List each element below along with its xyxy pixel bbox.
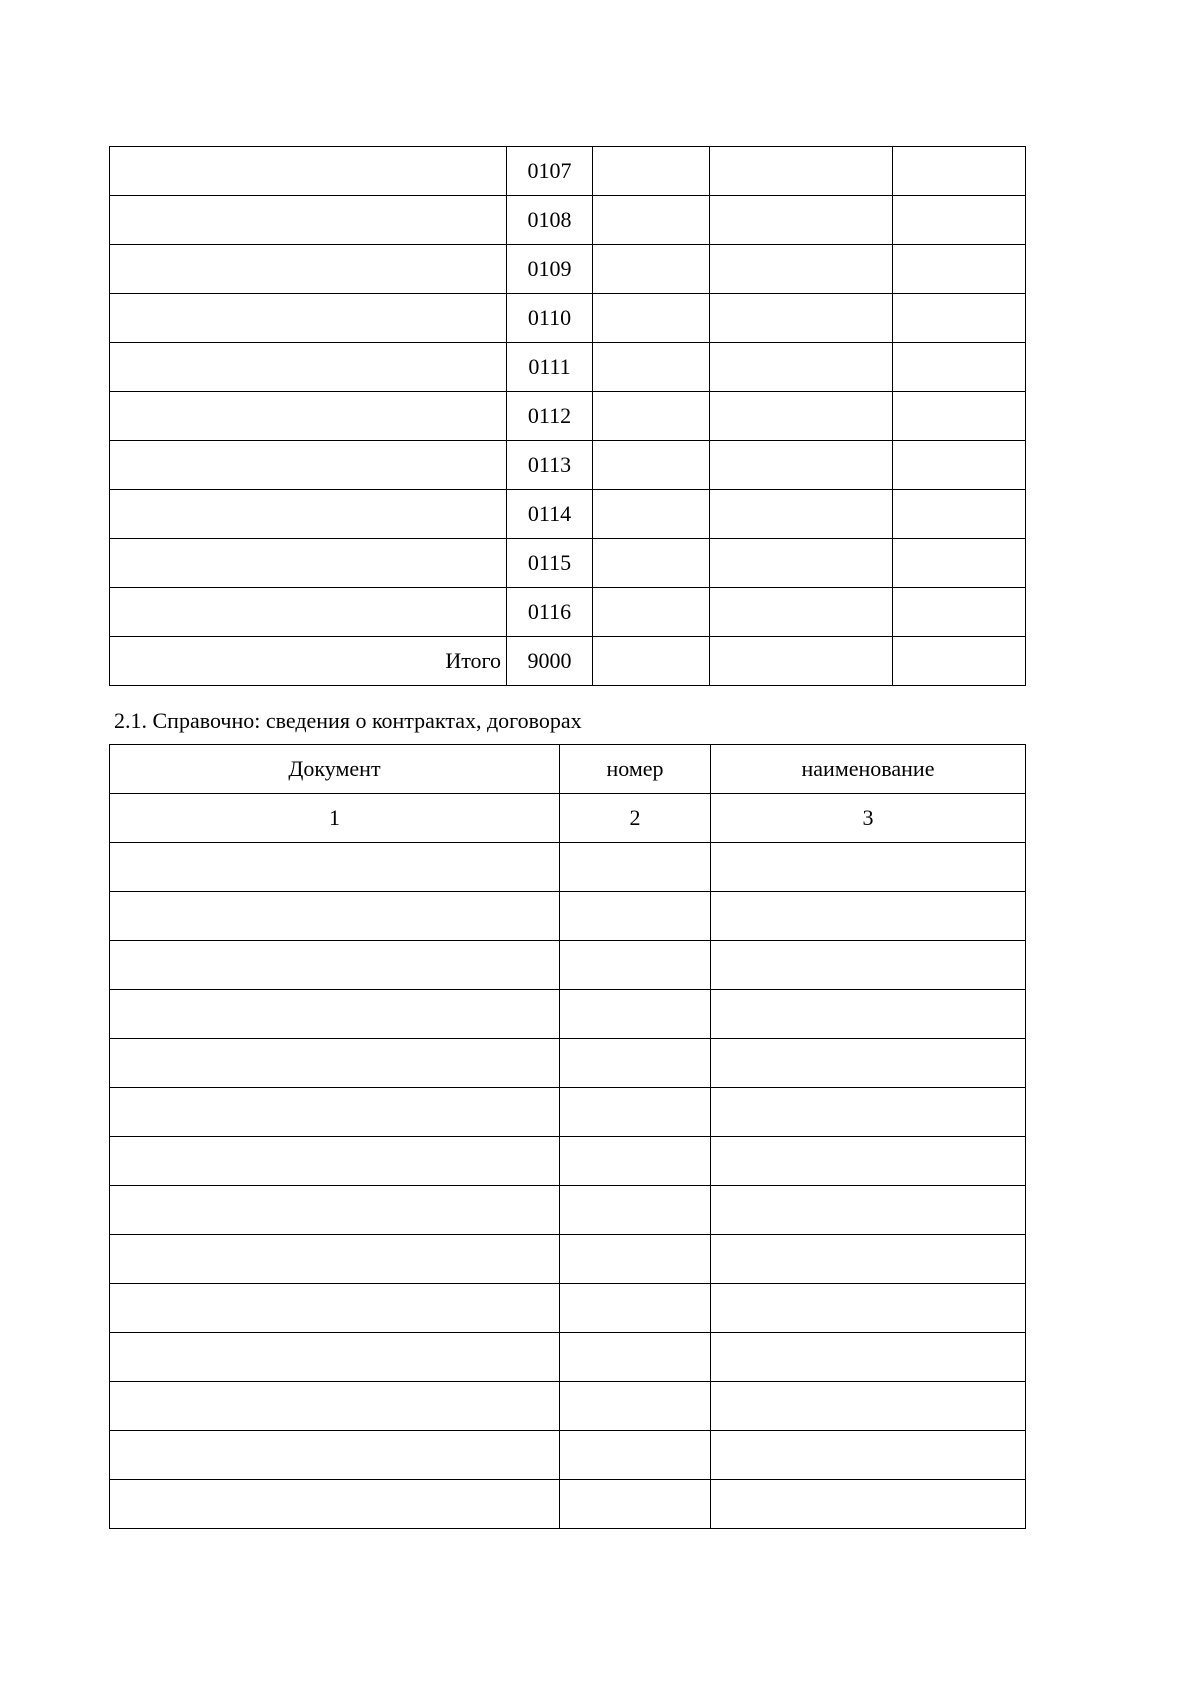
value-cell bbox=[710, 392, 893, 441]
value-cell bbox=[710, 245, 893, 294]
empty-cell bbox=[110, 1284, 560, 1333]
value-cell bbox=[593, 147, 710, 196]
table-row bbox=[110, 1480, 1026, 1529]
header-row bbox=[110, 745, 1026, 794]
empty-cell bbox=[711, 1235, 1026, 1284]
table-row bbox=[110, 343, 1026, 392]
table-row bbox=[110, 1431, 1026, 1480]
value-cell bbox=[593, 490, 710, 539]
empty-cell bbox=[560, 1382, 711, 1431]
value-cell bbox=[710, 147, 893, 196]
table-row bbox=[110, 588, 1026, 637]
empty-cell bbox=[110, 1235, 560, 1284]
value-cell bbox=[593, 392, 710, 441]
row-label-cell bbox=[110, 539, 507, 588]
column-number: 1 bbox=[110, 794, 560, 843]
value-cell bbox=[593, 539, 710, 588]
row-code-cell: 0116 bbox=[507, 588, 593, 637]
row-code-cell: 0111 bbox=[507, 343, 593, 392]
value-cell bbox=[893, 539, 1026, 588]
row-label-cell bbox=[110, 588, 507, 637]
value-cell bbox=[593, 637, 710, 686]
column-header: наименование bbox=[711, 745, 1026, 794]
table-row bbox=[110, 843, 1026, 892]
empty-cell bbox=[560, 1235, 711, 1284]
codes-table bbox=[109, 146, 1026, 686]
empty-cell bbox=[110, 990, 560, 1039]
row-label-cell: Итого bbox=[110, 637, 507, 686]
empty-cell bbox=[560, 1039, 711, 1088]
value-cell bbox=[710, 441, 893, 490]
empty-cell bbox=[560, 843, 711, 892]
table-row bbox=[110, 1137, 1026, 1186]
value-cell bbox=[593, 441, 710, 490]
value-cell bbox=[893, 588, 1026, 637]
empty-cell bbox=[110, 1333, 560, 1382]
table-row bbox=[110, 441, 1026, 490]
section-caption: 2.1. Справочно: сведения о контрактах, договорах bbox=[114, 708, 582, 733]
table-row bbox=[110, 245, 1026, 294]
empty-cell bbox=[560, 1480, 711, 1529]
column-number: 3 bbox=[711, 794, 1026, 843]
empty-cell bbox=[560, 1333, 711, 1382]
value-cell bbox=[593, 343, 710, 392]
empty-cell bbox=[711, 941, 1026, 990]
empty-cell bbox=[711, 1039, 1026, 1088]
value-cell bbox=[593, 245, 710, 294]
empty-cell bbox=[110, 941, 560, 990]
empty-cell bbox=[110, 1431, 560, 1480]
row-label-cell bbox=[110, 294, 507, 343]
row-label-cell bbox=[110, 392, 507, 441]
value-cell bbox=[593, 196, 710, 245]
empty-cell bbox=[110, 1039, 560, 1088]
empty-cell bbox=[110, 1382, 560, 1431]
empty-cell bbox=[711, 990, 1026, 1039]
row-label-cell bbox=[110, 196, 507, 245]
value-cell bbox=[893, 294, 1026, 343]
empty-cell bbox=[711, 1431, 1026, 1480]
row-code-cell: 0112 bbox=[507, 392, 593, 441]
row-code-cell: 0107 bbox=[507, 147, 593, 196]
value-cell bbox=[893, 441, 1026, 490]
row-code-cell: 0109 bbox=[507, 245, 593, 294]
value-cell bbox=[593, 294, 710, 343]
value-cell bbox=[710, 637, 893, 686]
value-cell bbox=[710, 539, 893, 588]
table-row bbox=[110, 1039, 1026, 1088]
value-cell bbox=[710, 343, 893, 392]
empty-cell bbox=[711, 843, 1026, 892]
table-row bbox=[110, 1333, 1026, 1382]
column-header: Документ bbox=[110, 745, 560, 794]
contracts-table bbox=[109, 744, 1026, 1529]
value-cell bbox=[893, 196, 1026, 245]
column-number: 2 bbox=[560, 794, 711, 843]
row-label-cell bbox=[110, 490, 507, 539]
row-label-cell bbox=[110, 441, 507, 490]
empty-cell bbox=[560, 1088, 711, 1137]
table-row bbox=[110, 490, 1026, 539]
table-row bbox=[110, 1186, 1026, 1235]
empty-cell bbox=[560, 990, 711, 1039]
empty-cell bbox=[560, 1431, 711, 1480]
table-row bbox=[110, 392, 1026, 441]
table-row bbox=[110, 196, 1026, 245]
row-code-cell: 0110 bbox=[507, 294, 593, 343]
empty-cell bbox=[560, 941, 711, 990]
value-cell bbox=[893, 637, 1026, 686]
empty-cell bbox=[110, 1480, 560, 1529]
empty-cell bbox=[711, 892, 1026, 941]
table-row bbox=[110, 892, 1026, 941]
value-cell bbox=[710, 588, 893, 637]
empty-cell bbox=[711, 1284, 1026, 1333]
column-header: номер bbox=[560, 745, 711, 794]
empty-cell bbox=[560, 1284, 711, 1333]
column-number-row bbox=[110, 794, 1026, 843]
empty-cell bbox=[560, 1137, 711, 1186]
row-label-cell bbox=[110, 245, 507, 294]
table-row bbox=[110, 539, 1026, 588]
empty-cell bbox=[560, 1186, 711, 1235]
empty-cell bbox=[711, 1088, 1026, 1137]
value-cell bbox=[593, 588, 710, 637]
table-row bbox=[110, 294, 1026, 343]
row-code-cell: 0114 bbox=[507, 490, 593, 539]
empty-cell bbox=[110, 892, 560, 941]
empty-cell bbox=[110, 1088, 560, 1137]
value-cell bbox=[893, 343, 1026, 392]
row-code-cell: 9000 bbox=[507, 637, 593, 686]
empty-cell bbox=[711, 1333, 1026, 1382]
row-label-cell bbox=[110, 343, 507, 392]
table-row bbox=[110, 1382, 1026, 1431]
table-row bbox=[110, 1235, 1026, 1284]
empty-cell bbox=[711, 1480, 1026, 1529]
table-row bbox=[110, 1284, 1026, 1333]
table-row bbox=[110, 1088, 1026, 1137]
value-cell bbox=[710, 490, 893, 539]
empty-cell bbox=[711, 1382, 1026, 1431]
value-cell bbox=[893, 245, 1026, 294]
table-row bbox=[110, 147, 1026, 196]
table-row bbox=[110, 637, 1026, 686]
table-row bbox=[110, 941, 1026, 990]
value-cell bbox=[710, 294, 893, 343]
row-code-cell: 0108 bbox=[507, 196, 593, 245]
empty-cell bbox=[711, 1186, 1026, 1235]
row-label-cell bbox=[110, 147, 507, 196]
empty-cell bbox=[110, 1137, 560, 1186]
row-code-cell: 0115 bbox=[507, 539, 593, 588]
value-cell bbox=[893, 147, 1026, 196]
empty-cell bbox=[560, 892, 711, 941]
value-cell bbox=[893, 490, 1026, 539]
value-cell bbox=[710, 196, 893, 245]
empty-cell bbox=[110, 843, 560, 892]
table-row bbox=[110, 990, 1026, 1039]
empty-cell bbox=[110, 1186, 560, 1235]
value-cell bbox=[893, 392, 1026, 441]
empty-cell bbox=[711, 1137, 1026, 1186]
row-code-cell: 0113 bbox=[507, 441, 593, 490]
